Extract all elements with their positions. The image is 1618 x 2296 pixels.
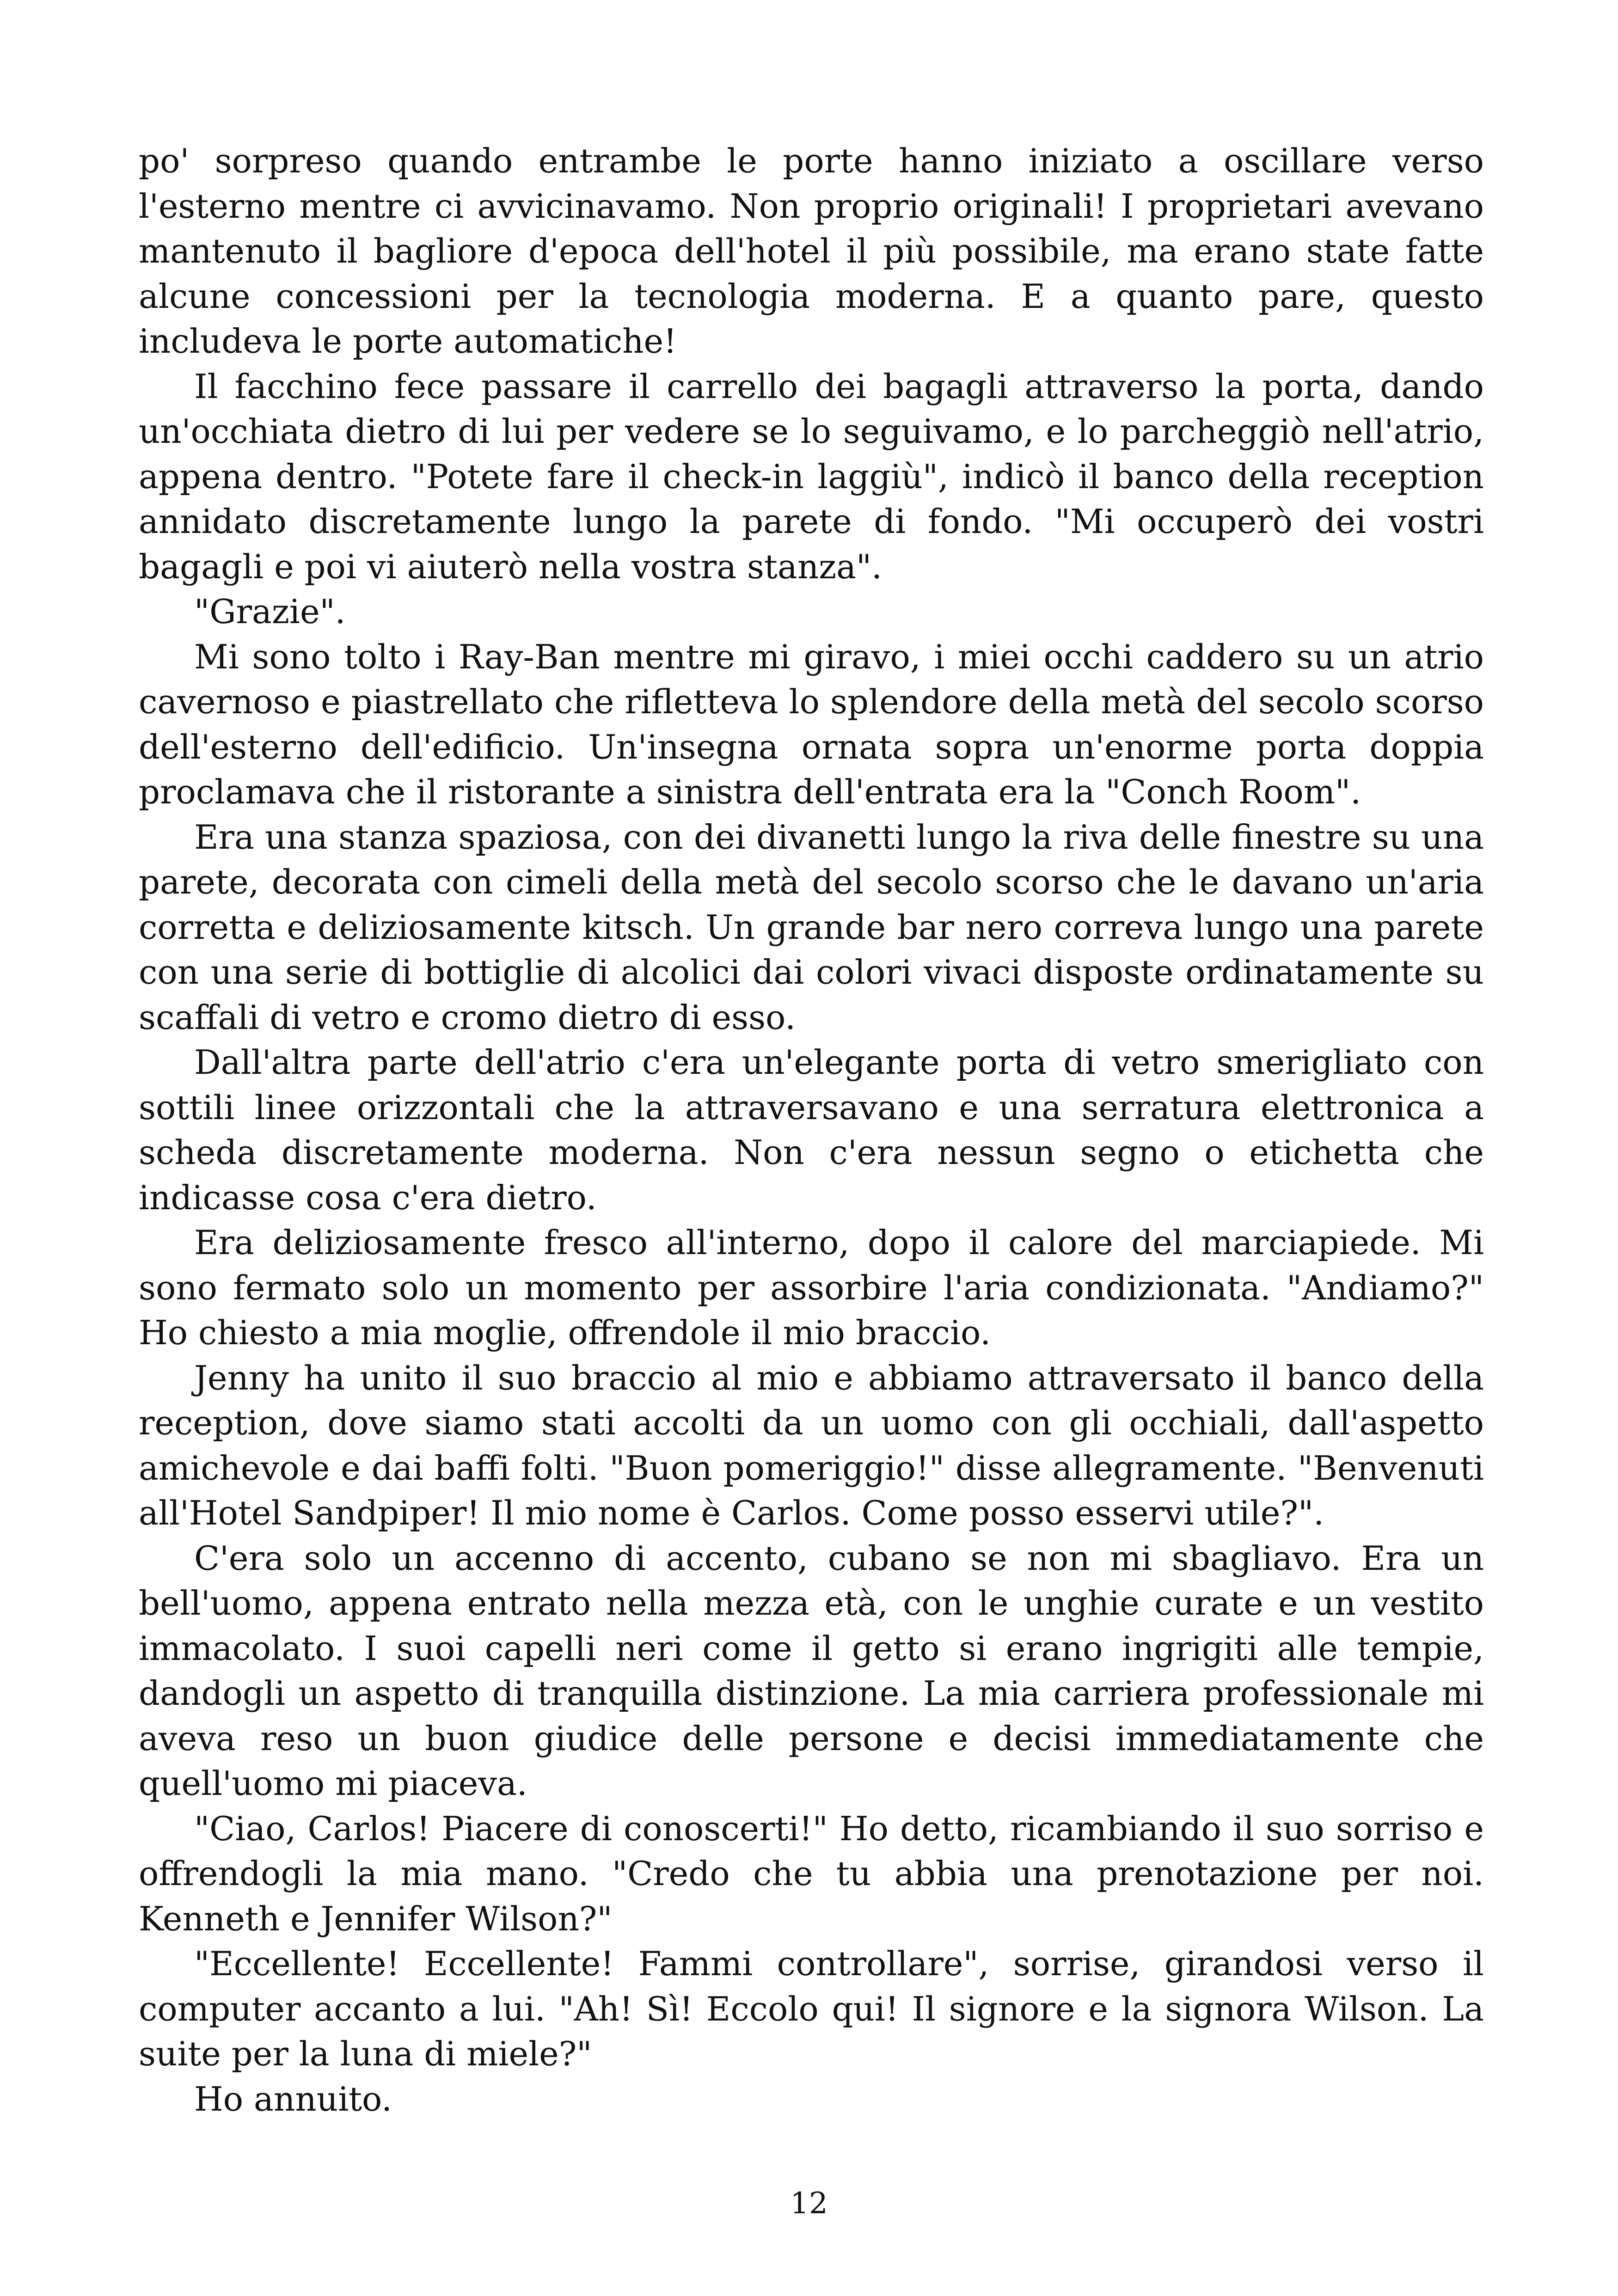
paragraph-3: "Grazie". bbox=[194, 592, 346, 631]
paragraph-6: Dall'altra parte dell'atrio c'era un'elegante porta di vetro smerigliato con sottili linee orizzontali che la attraversavano e una serratura elettronica a scheda discretamente moderna. Non c'era nessun segno o etichetta che indicasse cosa c'era dietro. bbox=[139, 1043, 1484, 1217]
paragraph-7: Era deliziosamente fresco all'interno, dopo il calore del marciapiede. Mi sono fermato solo un momento per assorbire l'aria condizionata. "Andiamo?" Ho chiesto a mia moglie, offrendole il mio braccio. bbox=[139, 1223, 1484, 1352]
paragraph-8: Jenny ha unito il suo braccio al mio e abbiamo attraversato il banco della reception, dove siamo stati accolti da un uomo con gli occhiali, dall'aspetto amichevole e dai baffi folti. "Buon pomeriggio!" disse allegramente. "Benvenuti all'Hotel Sandpiper! Il mio nome è Carlos. Come posso esservi utile?". bbox=[139, 1358, 1484, 1532]
page-number: 12 bbox=[790, 2186, 828, 2221]
body-text bbox=[139, 139, 1484, 2122]
paragraph-10: "Ciao, Carlos! Piacere di conoscerti!" Ho detto, ricambiando il suo sorriso e offrendogli la mia mano. "Credo che tu abbia una prenotazione per noi. Kenneth e Jennifer Wilson?" bbox=[139, 1809, 1484, 1938]
paragraph-9: C'era solo un accenno di accento, cubano se non mi sbagliavo. Era un bell'uomo, appena entrato nella mezza età, con le unghie curate e un vestito immacolato. I suoi capelli neri come il getto si erano ingrigiti alle tempie, dandogli un aspetto di tranquilla distinzione. La mia carriera professionale mi aveva reso un buon giudice delle persone e decisi immediatamente che quell'uomo mi piaceva. bbox=[139, 1538, 1484, 1803]
paragraph-1: po' sorpreso quando entrambe le porte hanno iniziato a oscillare verso l'esterno mentre ci avvicinavamo. Non proprio originali! I proprietari avevano mantenuto il bagliore d'epoca dell'hotel il più possibile, ma erano state fatte alcune concessioni per la tecnologia moderna. E a quanto pare, questo includeva le porte automatiche! bbox=[139, 141, 1484, 361]
paragraph-11: "Eccellente! Eccellente! Fammi controllare", sorrise, girandosi verso il computer accanto a lui. "Ah! Sì! Eccolo qui! Il signore e la signora Wilson. La suite per la luna di miele?" bbox=[139, 1944, 1484, 2073]
paragraph-12: Ho annuito. bbox=[194, 2079, 392, 2118]
paragraph-4: Mi sono tolto i Ray-Ban mentre mi giravo, i miei occhi caddero su un atrio cavernoso e piastrellato che rifletteva lo splendore della metà del secolo scorso dell'esterno dell'edificio. Un'insegna ornata sopra un'enorme porta doppia proclamava che il ristorante a sinistra dell'entrata era la "Conch Room". bbox=[139, 637, 1484, 811]
paragraph-5: Era una stanza spaziosa, con dei divanetti lungo la riva delle finestre su una parete, decorata con cimeli della metà del secolo scorso che le davano un'aria corretta e deliziosamente kitsch. Un grande bar nero correva lungo una parete con una serie di bottiglie di alcolici dai colori vivaci disposte ordinatamente su scaffali di vetro e cromo dietro di esso. bbox=[139, 817, 1484, 1037]
paragraph-2: Il facchino fece passare il carrello dei bagagli attraverso la porta, dando un'occhiata dietro di lui per vedere se lo seguivamo, e lo parcheggiò nell'atrio, appena dentro. "Potete fare il check-in laggiù", indicò il banco della reception annidato discretamente lungo la parete di fondo. "Mi occuperò dei vostri bagagli e poi vi aiuterò nella vostra stanza". bbox=[139, 367, 1484, 586]
